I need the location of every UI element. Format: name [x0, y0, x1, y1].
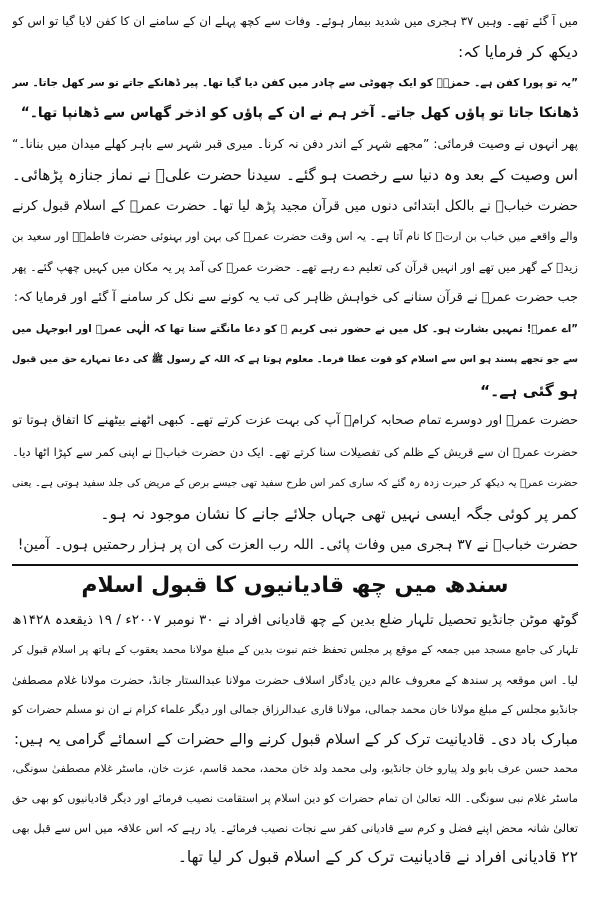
- paragraph: [12, 129, 578, 191]
- text-line: حضرت خبابؓ نے بالکل ابتدائی دنوں میں قرآن مجید پڑھ لیا تھا۔ حضرت عمرؓ کے اسلام قبول کرنے: [12, 197, 578, 214]
- text-line: والے واقعے میں خباب بن ارتؓ کا نام آتا ہے۔ یہ اس وقت حضرت عمرؓ کی بہن اور بہنوئی حضرت فاطمہؓ اور سعید بن: [12, 229, 578, 243]
- section-qadiani-conversion: [12, 566, 578, 872]
- text-line: تلہار کی جامع مسجد میں جمعہ کے موقع پر مجلس تحفظ ختم نبوت بدین کے مبلغ مولانا محمد یعقوب کے ہاتھ پر اسلام قبول کر: [12, 643, 578, 656]
- text-line: ہو گئی ہے۔“: [479, 381, 578, 400]
- text-line: سے جو تجھے پسند ہو اس سے اسلام کو قوت عطا فرما۔ معلوم ہوتا ہے کہ اللہ کے رسول ﷺ کی دعا تمہارے حق میں قبول: [12, 353, 578, 365]
- text-line: جب حضرت عمرؓ نے قرآن سنانے کی خواہش ظاہر کی تب یہ کونے سے نکل کر سامنے آ گئے اور فرمایا کہ:: [13, 290, 578, 306]
- text-line: مبارک باد دی۔ قادیانیت ترک کر کے اسلام قبول کرنے والے حضرات کے اسمائے گرامی یہ ہیں:: [13, 730, 578, 748]
- text-line: لیا۔ اس موقعہ پر سندھ کے معروف عالم دین یادگار اسلاف حضرت مولانا عبدالستار جانڈ، حضرت مولانا غلام مصطفیٰ: [12, 672, 578, 687]
- section-khabbab-biography: [12, 6, 578, 560]
- text-line: ۲۲ قادیانی افراد نے قادیانیت ترک کر کے اسلام قبول کر لیا تھا۔: [177, 848, 578, 867]
- text-line: کمر پر کوئی جگہ ایسی نہیں تھی جہاں جلائے جانے کا نشان موجود نہ ہو۔: [100, 504, 578, 523]
- paragraph: [12, 530, 578, 561]
- paragraph: [12, 6, 578, 68]
- paragraph: [12, 606, 578, 754]
- text-line: تعالیٰ شانہ محض اپنے فضل و کرم سے قادیانی کفر سے نجات نصیب فرمائے۔ یاد رہے کہ اس علاقہ میں اس سے قبل بھی: [12, 821, 578, 835]
- section-heading: سندھ میں چھ قادیانیوں کا قبول اسلام: [81, 573, 509, 599]
- text-line: حضرت عمرؓ ان سے قریش کے ظلم کی تفصیلات سنا کرتے تھے۔ ایک دن حضرت خبابؓ نے اپنی کمر سے کپڑا اٹھا دیا۔: [12, 445, 578, 460]
- quotation: [12, 68, 578, 130]
- text-line: جانڈیو مجلس کے مبلغ مولانا خان محمد جمالی، مولانا قاری عبدالرزاق جمالی اور دیگر علماء کرام نے ان نو مسلم حضرات کو: [12, 703, 578, 717]
- text-line: حضرت عمرؓ یہ دیکھ کر حیرت زدہ رہ گئے کہ ساری کمر اس طرح سفید تھی جیسے برص کے مریض کی جلد سفید ہوتی ہے۔ یعنی: [12, 476, 578, 489]
- text-line: ”اے عمرؓ! تمہیں بشارت ہو۔ کل میں نے حضور نبی کریم ﷺ کو دعا مانگتے سنا تھا کہ الٰہی عمرؓ اور ابوجہل میں: [12, 322, 578, 335]
- text-line: گوٹھ موٹن جانڈیو تحصیل تلہار ضلع بدین کے چھ قادیانی افراد نے ۳۰ نومبر ۲۰۰۷ء / ۱۹ ذیقعدہ ۱۴۲۸ھ: [12, 612, 578, 629]
- text-line: محمد حسن عرف بابو ولد پیارو خان جانڈیو، ولی محمد ولد خان محمد، محمد قاسم، عزت خان، ماسٹر غلام مصطفیٰ سونگی،: [12, 762, 578, 776]
- text-line: ڈھانکا جاتا تو پاؤں کھل جاتے۔ آخر ہم نے ان کے پاؤں کو اذخر گھاس سے ڈھانپا تھا۔“: [20, 105, 578, 122]
- text-line: ماسٹر غلام نبی سونگی۔ اللہ تعالیٰ ان تمام حضرات کو دین اسلام پر استقامت نصیب فرمائے اور دیگر قادیانیوں کو بھی حق: [12, 791, 578, 805]
- text-line: حضرت خبابؓ نے ۳۷ ہجری میں وفات پائی۔ اللہ رب العزت کی ان پر ہزار رحمتیں ہوں۔ آمین!: [17, 536, 578, 553]
- text-line: زیدؓ کے گھر میں تھے اور انہیں قرآن کی تعلیم دے رہے تھے۔ حضرت عمرؓ کی آمد پر یہ مکان میں کہیں چھپ گئے۔ پھر: [12, 260, 578, 275]
- text-line: اس وصیت کے بعد وہ دنیا سے رخصت ہو گئے۔ سیدنا حضرت علیؓ نے نماز جنازہ پڑھائی۔: [12, 165, 578, 184]
- text-line: پھر انہوں نے وصیت فرمائی: ”مجھے شہر کے اندر دفن نہ کرنا۔ میری قبر شہر سے باہر کھلے میدان میں بنانا۔“: [12, 137, 578, 152]
- paragraph: [12, 406, 578, 529]
- quotation: [12, 314, 578, 406]
- text-line: حضرت عمرؓ اور دوسرے تمام صحابہ کرامؓ آپ کی بہت عزت کرتے تھے۔ کبھی اٹھنے بیٹھنے کا اتفاق ہوتا تو: [12, 413, 578, 429]
- paragraph: [12, 191, 578, 314]
- text-line: میں آ گئے تھے۔ وہیں ۳۷ ہجری میں شدید بیمار ہوئے۔ وفات سے کچھ پہلے ان کے سامنے ان کا کفن لایا گیا تو اس کو: [12, 14, 578, 28]
- text-line: دیکھ کر فرمایا کہ:: [458, 42, 578, 61]
- paragraph: [12, 754, 578, 872]
- text-line: ”یہ تو پورا کفن ہے۔ حمزہؓ کو ایک چھوٹی سے چادر میں کفن دیا گیا تھا۔ پیر ڈھانکے جاتے تو سر کھل جاتا۔ سر: [12, 76, 578, 89]
